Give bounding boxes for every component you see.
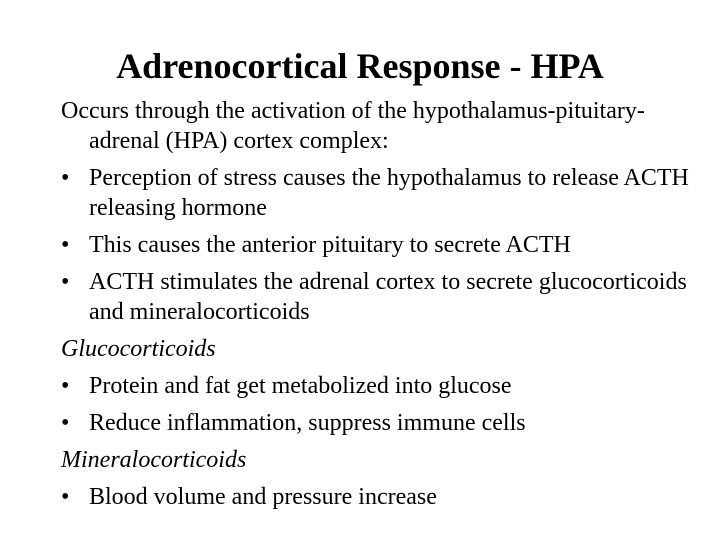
section-heading-glucocorticoids: Glucocorticoids	[61, 336, 216, 362]
bullet-text: Protein and fat get metabolized into glucose	[89, 373, 512, 399]
list-item	[61, 163, 701, 223]
bullet-icon: •	[61, 410, 70, 436]
bullet-text: Perception of stress causes the hypothalamus to release ACTH releasing hormone	[89, 165, 689, 221]
bullet-icon: •	[61, 165, 70, 191]
bullet-text: This causes the anterior pituitary to secrete ACTH	[89, 232, 571, 258]
list-item	[61, 267, 701, 327]
intro-text: Occurs through the activation of the hypothalamus-pituitary-adrenal (HPA) cortex complex:	[61, 98, 645, 154]
slide-title: Adrenocortical Response - HPA	[116, 46, 604, 86]
slide-body	[61, 96, 701, 519]
bullet-text: Blood volume and pressure increase	[89, 484, 437, 510]
bullet-text: Reduce inflammation, suppress immune cells	[89, 410, 526, 436]
section-heading-mineralocorticoids: Mineralocorticoids	[61, 447, 247, 473]
list-item	[61, 408, 701, 438]
bullet-icon: •	[61, 232, 70, 258]
bullet-icon: •	[61, 269, 70, 295]
list-item	[61, 482, 701, 512]
list-item	[61, 371, 701, 401]
bullet-icon: •	[61, 484, 70, 510]
bullet-text: ACTH stimulates the adrenal cortex to secrete glucocorticoids and mineralocorticoids	[89, 269, 687, 325]
bullet-icon: •	[61, 373, 70, 399]
list-item	[61, 230, 701, 260]
